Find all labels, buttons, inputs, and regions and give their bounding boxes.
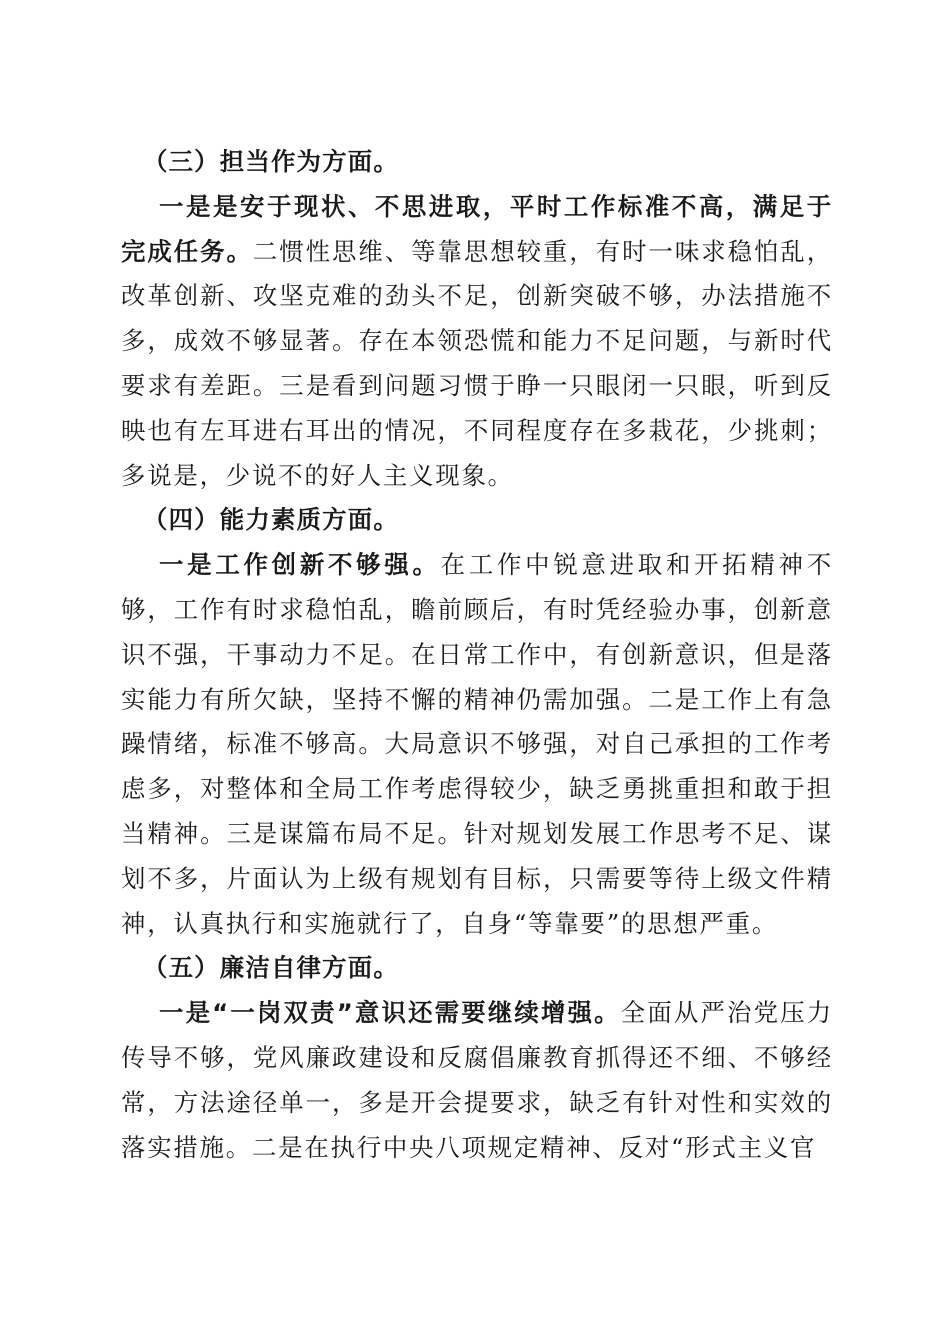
- paragraph-text: 二惯性思维、等靠思想较重，有时一味求稳怕乱，改革创新、攻坚克难的劲头不足，创新突破不够，办法措施不多，成效不够显著。存在本领恐慌和能力不足问题，与新时代要求有差距。三是看到问题习惯于睁一只眼闭一只眼，听到反映也有左耳进右耳出的情况，不同程度存在多栽花，少挑刺；多说是，少说不的好人主义现象。: [121, 236, 833, 490]
- paragraph: [121, 991, 833, 1170]
- paragraph: [121, 185, 833, 499]
- document-body: [121, 140, 833, 1170]
- paragraph-text: 全面从严治党压力传导不够，党风廉政建设和反腐倡廉教育抓得还不细、不够经常，方法途径单一，多是开会提要求，缺乏有针对性和实效的落实措施。二是在执行中央八项规定精神、反对“形式主义官: [121, 998, 833, 1162]
- paragraph-lead: 一是“一岗双责”意识还需要继续增强。: [159, 998, 621, 1028]
- section-heading-5: （五）廉洁自律方面。: [143, 953, 399, 983]
- section-heading-4: （四）能力素质方面。: [143, 505, 399, 535]
- section-heading-3: （三）担当作为方面。: [143, 147, 399, 176]
- paragraph: [121, 543, 833, 946]
- paragraph-lead: 一是是安于现状、不思进取，平时工作标准不高，满足于完成任务。: [121, 191, 833, 266]
- paragraph-text: 在工作中锐意进取和开拓精神不够，工作有时求稳怕乱，瞻前顾后，有时凭经验办事，创新意识不强，干事动力不足。在日常工作中，有创新意识，但是落实能力有所欠缺，坚持不懈的精神仍需加强。二是工作上有急躁情绪，标准不够高。大局意识不够强，对自己承担的工作考虑多，对整体和全局工作考虑得较少，缺乏勇挑重担和敢于担当精神。三是谋篇布局不足。针对规划发展工作思考不足、谋划不多，片面认为上级有规划有目标，只需要等待上级文件精神，认真执行和实施就行了，自身“等靠要”的思想严重。: [121, 550, 833, 938]
- paragraph-lead: 一是工作创新不够强。: [159, 550, 441, 580]
